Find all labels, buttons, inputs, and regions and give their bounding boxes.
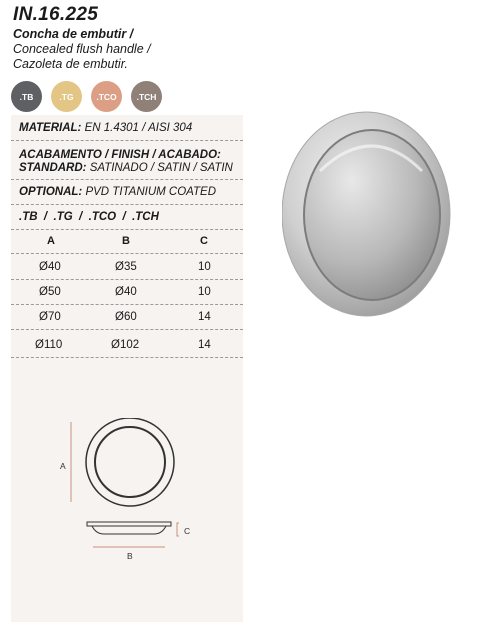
profile-rim bbox=[87, 522, 171, 526]
table-cell: Ø110 bbox=[35, 339, 63, 351]
finish-swatch-label: .TB bbox=[19, 91, 34, 102]
product-photo bbox=[282, 111, 454, 321]
divider bbox=[11, 204, 243, 205]
finish-swatch-label: .TCO bbox=[96, 91, 117, 102]
table-cell: Ø70 bbox=[39, 311, 61, 323]
finish-swatch-tg bbox=[51, 81, 82, 112]
table-cell: Ø102 bbox=[111, 339, 140, 351]
product-code: IN.16.225 bbox=[13, 4, 99, 25]
divider bbox=[11, 179, 243, 180]
table-cell: Ø35 bbox=[115, 261, 137, 273]
finish-label: ACABAMENTO / FINISH / ACABADO: bbox=[19, 149, 221, 161]
product-name-en: Concealed flush handle / bbox=[13, 42, 151, 56]
standard-label: STANDARD: bbox=[19, 162, 87, 174]
table-header-c: C bbox=[200, 235, 208, 247]
dimension-label-c: C bbox=[184, 526, 191, 536]
finish-row bbox=[19, 149, 221, 161]
divider bbox=[11, 253, 243, 254]
divider bbox=[11, 229, 243, 230]
finish-swatch-tb bbox=[11, 81, 42, 112]
divider bbox=[11, 140, 243, 141]
table-header-b: B bbox=[122, 235, 130, 247]
divider bbox=[11, 279, 243, 280]
table-cell: 10 bbox=[198, 286, 211, 298]
dimension-label-b: B bbox=[127, 551, 133, 561]
optional-label: OPTIONAL: bbox=[19, 186, 83, 198]
table-cell: Ø50 bbox=[39, 286, 61, 298]
divider bbox=[11, 304, 243, 305]
outer-circle bbox=[86, 418, 174, 506]
finish-swatch-tco bbox=[91, 81, 122, 112]
profile-cup bbox=[92, 526, 166, 534]
dimension-bracket-c bbox=[177, 523, 179, 536]
table-cell: 14 bbox=[198, 311, 211, 323]
table-cell: Ø40 bbox=[39, 261, 61, 273]
optional-value: PVD TITANIUM COATED bbox=[85, 186, 217, 198]
material-label: MATERIAL: bbox=[19, 122, 82, 134]
standard-value: SATINADO / SATIN / SATIN bbox=[89, 162, 233, 174]
technical-drawing bbox=[52, 418, 192, 558]
finish-swatch-label: .TG bbox=[59, 91, 74, 102]
finish-swatch-tch bbox=[131, 81, 162, 112]
finish-swatch-label: .TCH bbox=[136, 91, 157, 102]
material-value: EN 1.4301 / AISI 304 bbox=[84, 122, 193, 134]
finish-codes: .TB / .TG / .TCO / .TCH bbox=[19, 211, 159, 223]
optional-row bbox=[19, 186, 216, 198]
product-name-pt: Concha de embutir / bbox=[13, 27, 134, 41]
divider bbox=[11, 329, 243, 330]
product-name-es: Cazoleta de embutir. bbox=[13, 57, 128, 71]
table-header-a: A bbox=[47, 235, 55, 247]
divider bbox=[11, 357, 243, 358]
table-cell: Ø60 bbox=[115, 311, 137, 323]
dimension-label-a: A bbox=[60, 461, 66, 471]
table-cell: 14 bbox=[198, 339, 211, 351]
material-row bbox=[19, 122, 192, 134]
inner-circle bbox=[95, 427, 165, 497]
table-cell: Ø40 bbox=[115, 286, 137, 298]
table-cell: 10 bbox=[198, 261, 211, 273]
finish-swatches bbox=[11, 81, 162, 112]
standard-row bbox=[19, 162, 233, 174]
